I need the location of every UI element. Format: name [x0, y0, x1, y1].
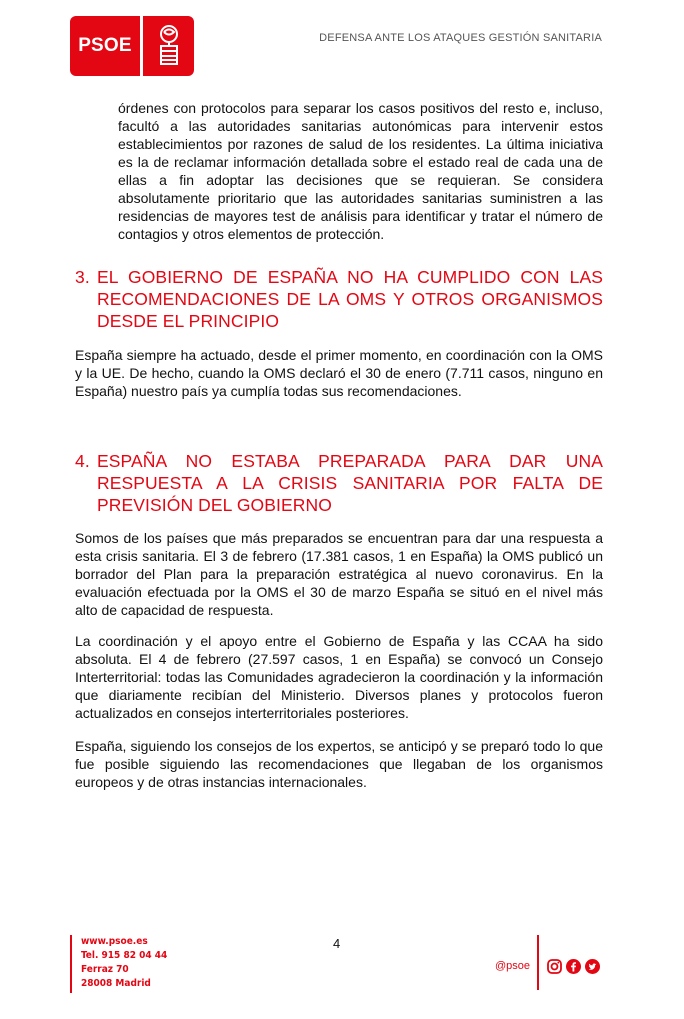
section-3-number: 3. [75, 267, 90, 287]
section-4-paragraph-2: La coordinación y el apoyo entre el Gobierno de España y las CCAA ha sido absoluta. El 4 de febrero (27.597 casos, 1 en España) se convocó un Consejo Interterritorial: todas las Comunidades agradecieron la coordinación y la información que diariamente recibían del Ministerio. Diversos planes y protocolos fueron actualizados en consejos interterritoriales posteriores. [75, 633, 603, 721]
page-number: 4 [333, 936, 341, 951]
section-4-title: ESPAÑA NO ESTABA PREPARADA PARA DAR UNA RESPUESTA A LA CRISIS SANITARIA POR FALTA DE PREVISIÓN DEL GOBIERNO [97, 451, 603, 515]
header-title: DEFENSA ANTE LOS ATAQUES GESTIÓN SANITARIA [319, 32, 602, 44]
footer-handle[interactable]: @psoe [495, 960, 531, 972]
logo-text: PSOE [70, 16, 140, 76]
facebook-icon[interactable] [566, 959, 581, 974]
footer-street: Ferraz 70 [81, 964, 129, 975]
footer-phone: Tel. 915 82 04 44 [81, 950, 168, 961]
section-3-heading [75, 266, 603, 332]
section-3-paragraph: España siempre ha actuado, desde el primer momento, en coordinación con la OMS y la UE. De hecho, cuando la OMS declaró el 30 de enero (7.711 casos, ninguno en España) nuestro país ya cumplía todas sus recomendaciones. [75, 347, 603, 399]
section-4-heading [75, 450, 603, 516]
section-4-paragraph-1: Somos de los países que más preparados se encuentran para dar una respuesta a esta crisis sanitaria. El 3 de febrero (17.381 casos, 1 en España) la OMS publicó un borrador del Plan para la preparación estratégica al nuevo coronavirus. En la evaluación efectuada por la OMS el 30 de marzo España se situó en el nivel más alto de capacidad de respuesta. [75, 530, 603, 618]
footer-website[interactable]: www.psoe.es [81, 936, 148, 947]
psoe-logo [70, 16, 194, 76]
twitter-icon[interactable] [585, 959, 600, 974]
instagram-icon[interactable] [547, 959, 562, 974]
social-icons [547, 959, 600, 974]
section-3-title: EL GOBIERNO DE ESPAÑA NO HA CUMPLIDO CON LAS RECOMENDACIONES DE LA OMS Y OTROS ORGANISMOS DESDE EL PRINCIPIO [97, 267, 603, 331]
section-4-paragraph-3: España, siguiendo los consejos de los expertos, se anticipó y se preparó todo lo que fue posible siguiendo las recomendaciones que llegaban de los organismos europeos y de otras instancias internacionales. [75, 738, 603, 790]
footer-city: 28008 Madrid [81, 978, 151, 989]
footer-divider [537, 935, 539, 990]
intro-paragraph: órdenes con protocolos para separar los casos positivos del resto e, incluso, facultó a las autoridades sanitarias autonómicas para intervenir estos establecimientos por razones de salud de los residentes. La última iniciativa es la de reclamar información detallada sobre el estado real de cada una de ellas a fin adoptar las decisiones que se requieran. Se considera absolutamente prioritario que las autoridades sanitarias suministren a las residencias de mayores test de análisis para identificar y tratar el número de contagios y otros elementos de protección. [118, 100, 603, 242]
footer-contact [70, 935, 167, 993]
section-4-number: 4. [75, 451, 90, 471]
rose-fist-icon [143, 16, 194, 76]
